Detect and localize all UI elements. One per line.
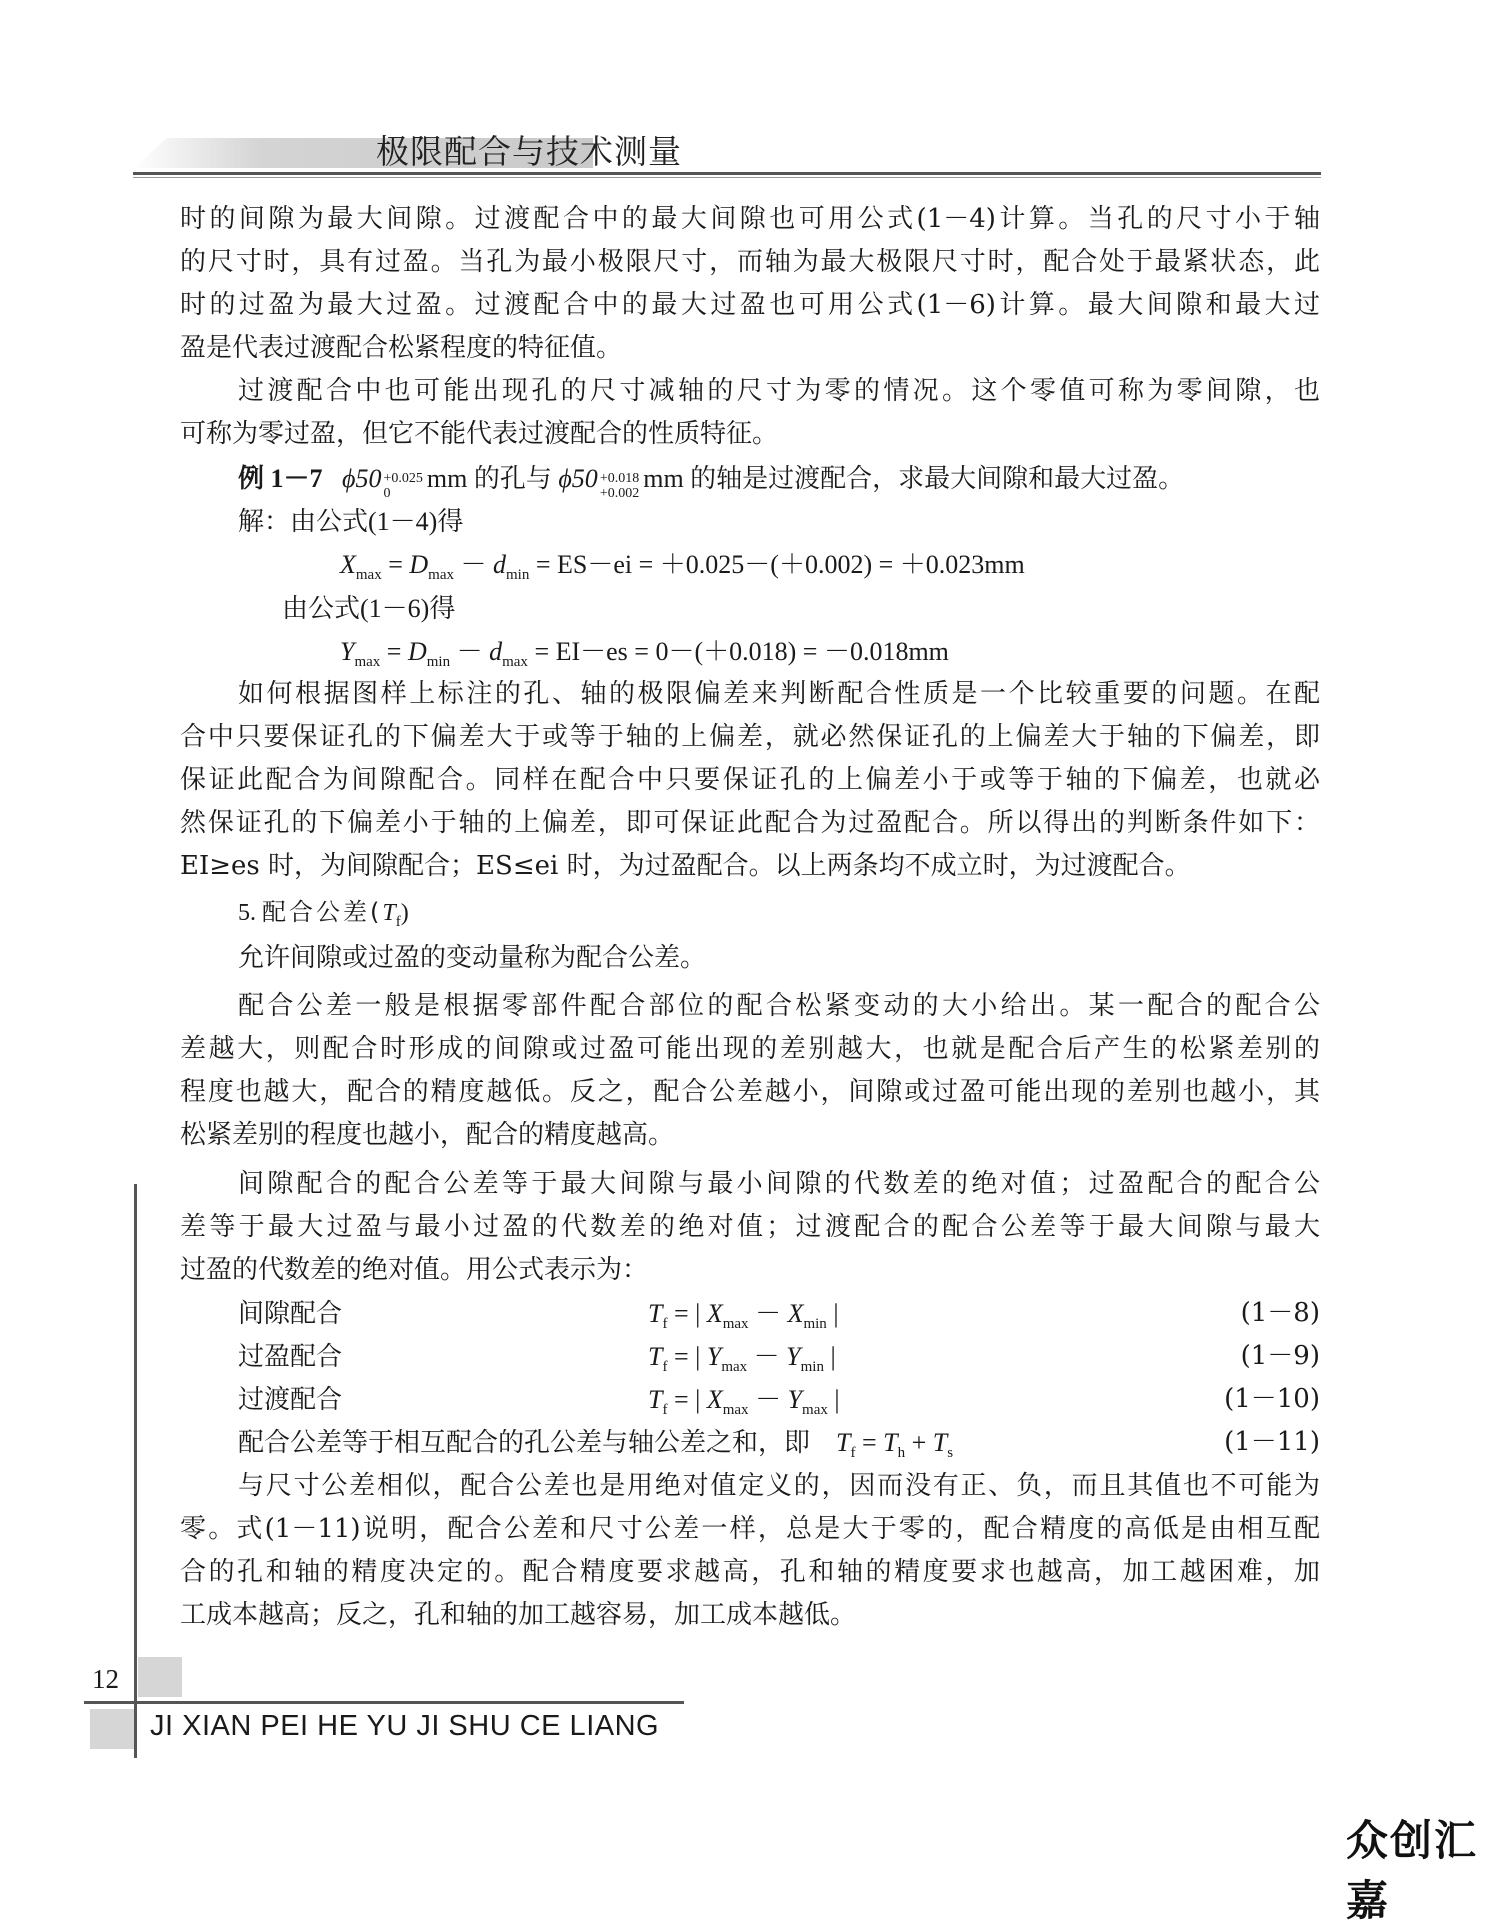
formula-1-9: $T_f$ = | $Y_{max} - Y_{min}$ | (648, 1342, 836, 1375)
footer-block (90, 1709, 134, 1749)
page-number: 12 (92, 1664, 119, 1694)
text-line: 工成本越高；反之，孔和轴的加工越容易，加工成本越低。 (180, 1600, 857, 1630)
text-line: 松紧差别的程度也越小，配合的精度越高。 (180, 1120, 675, 1150)
formula-ymax: $Y_{max} = D_{min} - d_{max} = EI-es = 0-(+0.018) = -0.018mm$ (340, 637, 949, 670)
watermark: 众创汇嘉 (1346, 1816, 1479, 1925)
text-line: 保证此配合为间隙配合。同样在配合中只要保证孔的上偏差小于或等于轴的下偏差，也就必 (180, 765, 1320, 795)
formula-1-10: $T_f$ = | $X_{max} - Y_{max}$ | (648, 1385, 840, 1418)
example-text-2: mm 的轴是过渡配合，求最大间隙和最大过盈。 (643, 464, 1185, 493)
footer-rule (84, 1701, 684, 1704)
text-line: 与尺寸公差相似，配合公差也是用绝对值定义的，因而没有正、负，而且其值也不可能为 (238, 1471, 1320, 1501)
solve-line-1: 解：由公式(1－4)得 (238, 507, 464, 536)
hole-symbol: ϕ50 (342, 464, 382, 493)
text-line: 如何根据图样上标注的孔、轴的极限偏差来判断配合性质是一个比较重要的问题。在配 (238, 679, 1320, 709)
solve-line-2: 由公式(1－6)得 (282, 594, 456, 623)
shaft-deviation: +0.018 +0.002 (599, 471, 640, 501)
header-rule (133, 172, 1321, 175)
shaft-symbol: ϕ50 (558, 464, 598, 493)
text-line: 合的孔和轴的精度决定的。配合精度要求越高，孔和轴的精度要求也越高，加工越困难，加 (180, 1557, 1320, 1587)
example-text-1: mm 的孔与 (426, 464, 552, 493)
formula-xmax: $X_{max} = D_{max} - d_{min} = ES-ei = +0.025-(+0.002) = +0.023mm$ (340, 550, 1025, 583)
footer-vertical-rule (134, 1184, 137, 1758)
text-line: 过盈的代数差的绝对值。用公式表示为： (180, 1255, 649, 1285)
text-line: EI≥es 时，为间隙配合；ES≤ei 时，为过盈配合。以上两条均不成立时，为过渡配合。 (180, 851, 1191, 881)
text-line: 间隙配合的配合公差等于最大间隙与最小间隙的代数差的绝对值；过盈配合的配合公 (238, 1169, 1320, 1199)
text-line: 时的间隙为最大间隙。过渡配合中的最大间隙也可用公式(1－4)计算。当孔的尺寸小于轴 (180, 204, 1320, 234)
text-line: 差等于最大过盈与最小过盈的代数差的绝对值；过渡配合的配合公差等于最大间隙与最大 (180, 1212, 1320, 1242)
text-line: 差越大，则配合时形成的间隙或过盈可能出现的差别越大，也就是配合后产生的松紧差别的 (180, 1034, 1320, 1064)
text-line: 可称为零过盈，但它不能代表过渡配合的性质特征。 (180, 419, 779, 449)
text-line: 配合公差一般是根据零部件配合部位的配合松紧变动的大小给出。某一配合的配合公 (238, 991, 1320, 1021)
text-line: 零。式(1－11)说明，配合公差和尺寸公差一样，总是大于零的，配合精度的高低是由相互配 (180, 1514, 1320, 1544)
header-rule-thin (133, 177, 1321, 178)
footer-pinyin-title: JI XIAN PEI HE YU JI SHU CE LIANG (150, 1710, 660, 1742)
example-1-7 (238, 457, 1184, 501)
formula-label: 间隙配合 (238, 1299, 343, 1328)
equation-number: (1－9) (1240, 1341, 1320, 1371)
formula-1-11-line: 配合公差等于相互配合的孔公差与轴公差之和，即 $T_f = T_h + T_s$ (238, 1428, 954, 1461)
text-line: 然保证孔的下偏差小于轴的上偏差，即可保证此配合为过盈配合。所以得出的判断条件如下： (180, 808, 1320, 838)
formula-1-8: $T_f$ = | $X_{max} - X_{min}$ | (648, 1299, 839, 1332)
text-line: 盈是代表过渡配合松紧程度的特征值。 (180, 333, 623, 363)
text-line: 过渡配合中也可能出现孔的尺寸减轴的尺寸为零的情况。这个零值可称为零间隙，也 (238, 376, 1320, 406)
section-heading: 5. 配合公差$(T_f)$ (238, 898, 409, 930)
formula-label: 过渡配合 (238, 1385, 343, 1414)
equation-number: (1－11) (1224, 1427, 1320, 1457)
running-title: 极限配合与技术测量 (376, 132, 682, 171)
example-label: 例 1－7 (238, 464, 323, 493)
page-number-block (138, 1657, 182, 1697)
text-line: 允许间隙或过盈的变动量称为配合公差。 (238, 943, 707, 973)
formula-label: 过盈配合 (238, 1342, 343, 1371)
hole-deviation: +0.025 0 (383, 471, 423, 501)
text-line: 时的过盈为最大过盈。过渡配合中的最大过盈也可用公式(1－6)计算。最大间隙和最大过 (180, 290, 1320, 320)
equation-number: (1－8) (1240, 1298, 1320, 1328)
equation-number: (1－10) (1224, 1384, 1320, 1414)
text-line: 合中只要保证孔的下偏差大于或等于轴的上偏差，就必然保证孔的上偏差大于轴的下偏差，即 (180, 722, 1320, 752)
text-line: 的尺寸时，具有过盈。当孔为最小极限尺寸，而轴为最大极限尺寸时，配合处于最紧状态，此 (180, 247, 1320, 277)
text-line: 程度也越大，配合的精度越低。反之，配合公差越小，间隙或过盈可能出现的差别也越小，其 (180, 1077, 1320, 1107)
